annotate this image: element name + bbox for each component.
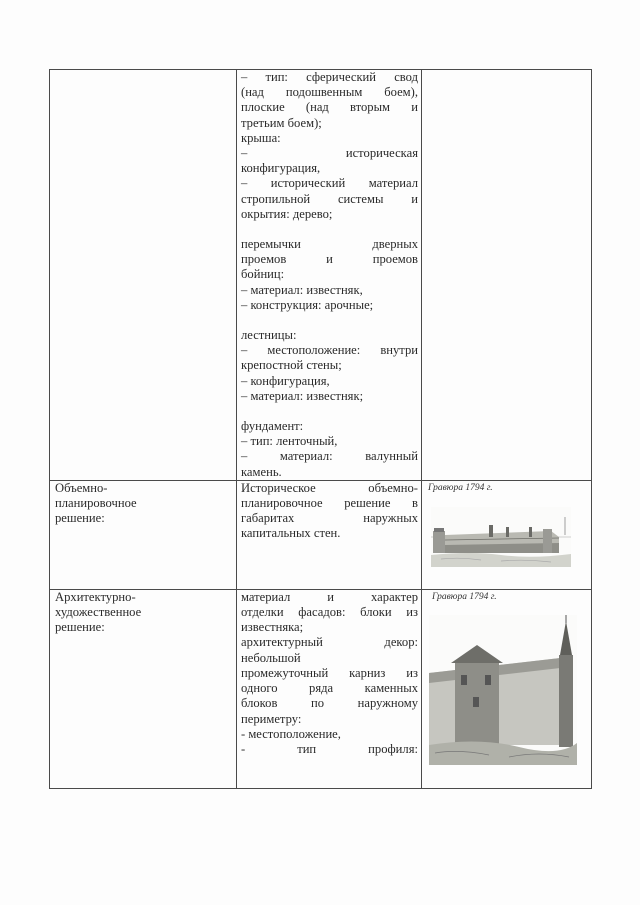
row2-description-cell bbox=[237, 480, 422, 589]
text-line: лестницы: bbox=[241, 328, 297, 343]
text-line: Историческое объемно- bbox=[241, 480, 418, 495]
row1-description-cell bbox=[237, 70, 422, 481]
table-row bbox=[50, 70, 592, 481]
table-row bbox=[50, 480, 592, 589]
row3-description-cell bbox=[237, 589, 422, 788]
fortress-panorama-engraving bbox=[431, 507, 571, 567]
row3-label-line: Архитектурно- bbox=[55, 589, 136, 604]
text-line: – материал: известняк; bbox=[241, 388, 364, 403]
text-line: проемов и проемов bbox=[241, 252, 418, 267]
text-line: одного ряда каменных bbox=[241, 681, 418, 696]
text-line: блоков по наружному bbox=[241, 696, 418, 711]
row3-label-cell bbox=[50, 589, 237, 788]
text-line: третьим боем); bbox=[241, 115, 322, 130]
text-line: крыша: bbox=[241, 130, 281, 145]
text-line: бойниц: bbox=[241, 267, 285, 282]
text-line bbox=[241, 313, 418, 328]
text-line: капитальных стен. bbox=[241, 526, 341, 541]
row1-label-cell bbox=[50, 70, 237, 481]
text-line: – конструкция: арочные; bbox=[241, 297, 374, 312]
text-line: камень. bbox=[241, 464, 282, 479]
text-line bbox=[241, 222, 418, 237]
text-line: – конфигурация, bbox=[241, 373, 330, 388]
text-line: габаритах наружных bbox=[241, 511, 418, 526]
text-line: архитектурный декор: bbox=[241, 635, 418, 650]
text-line: – тип: сферический свод bbox=[241, 70, 418, 84]
text-line: стропильной системы и bbox=[241, 191, 418, 206]
row2-label-cell bbox=[50, 480, 237, 589]
row1-image-cell bbox=[422, 70, 592, 481]
fortress-tower-engraving bbox=[429, 615, 577, 765]
table-row bbox=[50, 589, 592, 788]
text-line: (над подошвенным боем), bbox=[241, 85, 418, 100]
text-line: известняка; bbox=[241, 620, 304, 635]
text-line: отделки фасадов: блоки из bbox=[241, 605, 418, 620]
row3-label-line: решение: bbox=[55, 620, 105, 635]
text-line: - тип профиля: bbox=[241, 741, 418, 756]
row2-image-cell bbox=[422, 480, 592, 589]
text-line: – материал: известняк, bbox=[241, 282, 363, 297]
text-line: периметру: bbox=[241, 711, 302, 726]
text-line: – местоположение: внутри bbox=[241, 343, 418, 358]
row2-label-line: Объемно- bbox=[55, 480, 108, 495]
text-line: – исторический материал bbox=[241, 176, 418, 191]
row2-label-line: планировочное bbox=[55, 496, 137, 511]
text-line: перемычки дверных bbox=[241, 237, 418, 252]
text-line: – тип: ленточный, bbox=[241, 434, 338, 449]
text-line: плоские (над вторым и bbox=[241, 100, 418, 115]
text-line: материал и характер bbox=[241, 589, 418, 604]
text-line: конфигурация, bbox=[241, 161, 321, 176]
text-line: – историческая bbox=[241, 146, 418, 161]
text-line: промежуточный карниз из bbox=[241, 665, 418, 680]
row3-label-line: художественное bbox=[55, 605, 142, 620]
row2-label-line: решение: bbox=[55, 511, 105, 526]
text-line: - местоположение, bbox=[241, 726, 341, 741]
text-line: небольшой bbox=[241, 650, 301, 665]
text-line: фундамент: bbox=[241, 419, 304, 434]
text-line: планировочное решение в bbox=[241, 496, 418, 511]
text-line: – материал: валунный bbox=[241, 449, 418, 464]
text-line: крепостной стены; bbox=[241, 358, 342, 373]
engraving-caption: Гравюра 1794 г. bbox=[432, 591, 497, 602]
text-line bbox=[241, 404, 418, 419]
engraving-caption: Гравюра 1794 г. bbox=[428, 482, 493, 493]
row3-image-cell bbox=[422, 589, 592, 788]
heritage-table bbox=[49, 69, 592, 789]
text-line: окрытия: дерево; bbox=[241, 206, 333, 221]
